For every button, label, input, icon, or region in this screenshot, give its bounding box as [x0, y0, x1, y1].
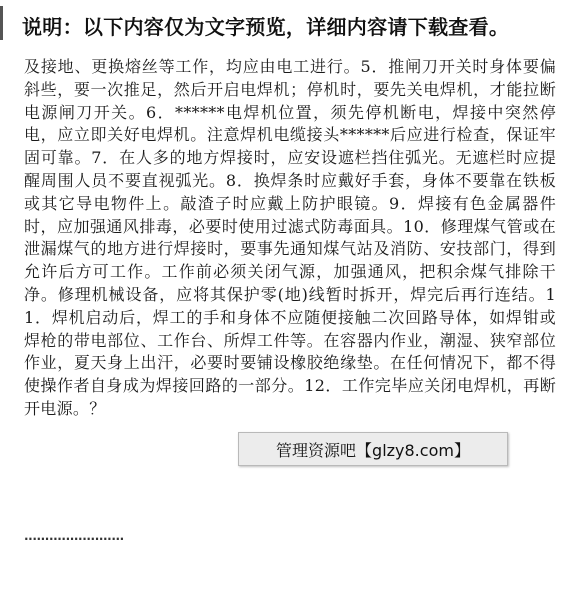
preview-notice: 说明：以下内容仅为文字预览，详细内容请下载查看。 — [22, 15, 510, 39]
trailing-dots: ························ — [24, 532, 124, 546]
watermark-badge: 管理资源吧【glzy8.com】 — [238, 432, 508, 466]
text-cursor — [0, 6, 3, 40]
document-body-text: 及接地、更换熔丝等工作，均应由电工进行。5．推闸刀开关时身体要偏斜些，要一次推足，然后开启电焊机；停机时，要先关电焊机，才能拉断电源闸刀开关。6．******电焊机位置，须先停机断电，焊接中突然停电，应立即关好电焊机。注意焊机电缆接头******后应进行检查，保证牢固可靠。7．在人多的地方焊接时，应安设遮栏挡住弧光。无遮栏时应提醒周围人员不要直视弧光。8．换焊条时应戴好手套，身体不要靠在铁板或其它导电物件上。敲渣子时应戴上防护眼镜。9．焊接有色金属器件时，应加强通风排毒，必要时使用过滤式防毒面具。10．修理煤气管或在泄漏煤气的地方进行焊接时，要事先通知煤气站及消防、安技部门，得到允许后方可工作。工作前必须关闭气源，加强通风，把积余煤气排除干净。修理机械设备，应将其保护零(地)线暂时拆开，焊完后再行连结。11．焊机启动后，焊工的手和身体不应随便接触二次回路导体，如焊钳或焊枪的带电部位、工作台、所焊工件等。在容器内作业，潮湿、狭窄部位作业，夏天身上出汗，必要时要铺设橡胶绝缘垫。在任何情况下，都不得使操作者自身成为焊接回路的一部分。12．工作完毕应关闭电焊机，再断开电源。？ — [24, 57, 556, 418]
